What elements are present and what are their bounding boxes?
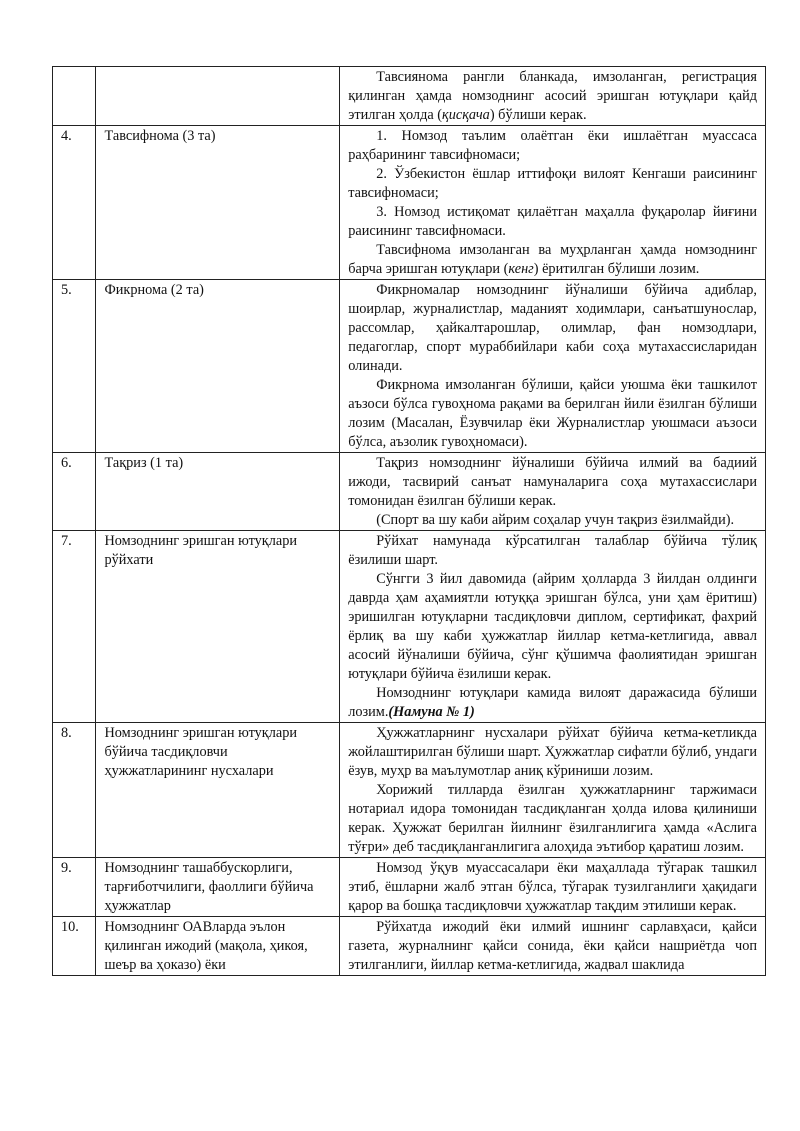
row-title: Тавсифнома (3 та)	[96, 126, 340, 280]
description-paragraph: Фикрномалар номзоднинг йўналиши бўйича адиблар, шоирлар, журналистлар, маданият ходимлари, санъатшунослар, рассомлар, ҳайкалтарошлар, олимлар, фан номзодлари, педагоглар, спорт мураббийлари каби соҳа мутахассисларидан олинади.	[348, 282, 757, 374]
description-paragraph: Ҳужжатларнинг нусхалари рўйхат бўйича кетма-кетликда жойлаштирилган бўлиши шарт. Ҳужжатлар сифатли бўлиб, ундаги ёзув, муҳр ва маълумотлар аниқ кўриниши лозим.	[348, 725, 757, 779]
table-row	[53, 917, 766, 976]
row-description	[340, 723, 766, 858]
row-title: Тақриз (1 та)	[96, 453, 340, 531]
row-number: 8.	[53, 723, 96, 858]
description-paragraph: Рўйхатда ижодий ёки илмий ишнинг сарлавҳаси, қайси газета, журналнинг қайси сонида, ёки қайси нашриётда чоп этилганлиги, йиллар кетма-кетлигида, жадвал шаклида	[348, 919, 757, 973]
table-row	[53, 453, 766, 531]
description-paragraph: Номзод ўқув муассасалари ёки маҳаллада тўгарак ташкил этиб, ёшларни жалб этган бўлса, тўгарак тузилганлиги ҳақидаги қарор ва бошқа тасдиқловчи ҳужжатлар тақдим этилиши керак.	[348, 860, 757, 914]
document-page	[52, 66, 766, 976]
description-paragraph	[348, 684, 757, 722]
description-paragraph: Сўнгги 3 йил давомида (айрим ҳолларда 3 йилдан олдинги даврда ҳам аҳамиятли ютуққа эришган бўлса, уни ҳам ёритиш) эришилган ютуқларни тасдиқловчи диплом, сертификат, фахрий ёрлиқ ва шу каби ҳужжатлар йиллар кетма-кетлигида, аввал асосий йўналиши бўйича, сўнг қўшимча фаолиятидан эришган ютуқлари бўйича ёзилиши керак.	[348, 571, 757, 682]
row-number	[53, 67, 96, 126]
row-description	[340, 917, 766, 976]
row-description	[340, 531, 766, 723]
sample-reference: (Намуна № 1)	[388, 704, 475, 720]
table-row	[53, 723, 766, 858]
description-paragraph: Тақриз номзоднинг йўналиши бўйича илмий ва бадиий ижоди, тасвирий санъат намуналарига соҳа мутахассислари томонидан ёзилган бўлиши керак.	[348, 455, 757, 509]
description-paragraph: (Спорт ва шу каби айрим соҳалар учун тақриз ёзилмайди).	[376, 512, 735, 528]
row-number: 7.	[53, 531, 96, 723]
row-number: 9.	[53, 858, 96, 917]
description-paragraph: 2. Ўзбекистон ёшлар иттифоқи вилоят Кенгаши раисининг тавсифномаси;	[348, 166, 757, 201]
description-text: Номзоднинг ютуқлари камида вилоят даражасида бўлиши лозим.	[348, 685, 757, 720]
description-paragraph: Рўйхат намунада кўрсатилган талаблар бўйича тўлиқ ёзилиши шарт.	[348, 533, 757, 568]
description-paragraph: 3. Номзод истиқомат қилаётган маҳалла фуқаролар йиғини раисининг тавсифномаси.	[348, 204, 757, 239]
row-title: Номзоднинг ОАВларда эълон қилинган ижодий (мақола, ҳикоя, шеър ва ҳоказо) ёки	[96, 917, 340, 976]
row-title: Номзоднинг ташаббускорлиги, тарғиботчилиги, фаоллиги бўйича ҳужжатлар	[96, 858, 340, 917]
row-description	[340, 280, 766, 453]
row-description	[340, 858, 766, 917]
description-paragraph: Тавсиянома рангли бланкада, имзоланган, регистрация қилинган ҳамда номзоднинг асосий эришган ютуқлари қайд этилган ҳолда (қисқача) бўлиши керак.	[348, 69, 757, 123]
description-paragraph: 1. Номзод таълим олаётган ёки ишлаётган муассаса раҳбарининг тавсифномаси;	[348, 128, 757, 163]
row-title	[96, 67, 340, 126]
row-number: 6.	[53, 453, 96, 531]
row-title: Фикрнома (2 та)	[96, 280, 340, 453]
description-paragraph: Хорижий тилларда ёзилган ҳужжатларнинг таржимаси нотариал идора томонидан тасдиқланган ҳолда илова қилиниши керак. Ҳужжат берилган йилнинг ёзилганлигига ҳамда «Аслига тўғри» деб тасдиқланганлигига алоҳида эътибор қаратиш лозим.	[348, 782, 757, 855]
table-row	[53, 280, 766, 453]
row-number: 10.	[53, 917, 96, 976]
row-number: 5.	[53, 280, 96, 453]
table-row	[53, 531, 766, 723]
row-description	[340, 126, 766, 280]
table-row	[53, 858, 766, 917]
row-title: Номзоднинг эришган ютуқлари рўйхати	[96, 531, 340, 723]
row-number: 4.	[53, 126, 96, 280]
description-paragraph: Фикрнома имзоланган бўлиши, қайси уюшма ёки ташкилот аъзоси бўлса гувоҳнома рақами ва берилган йили ёзилган бўлиши лозим (Масалан, Ёзувчилар ёки Журналистлар уюшмаси аъзоси бўлса, аъзолик гувоҳномаси).	[348, 377, 757, 450]
row-description	[340, 453, 766, 531]
row-description	[340, 67, 766, 126]
table-row	[53, 67, 766, 126]
table-row	[53, 126, 766, 280]
row-title: Номзоднинг эришган ютуқлари бўйича тасдиқловчи ҳужжатларининг нусхалари	[96, 723, 340, 858]
description-paragraph: Тавсифнома имзоланган ва муҳрланган ҳамда номзоднинг барча эришган ютуқлари (кенг) ёритилган бўлиши лозим.	[348, 242, 757, 277]
requirements-table	[52, 66, 766, 976]
